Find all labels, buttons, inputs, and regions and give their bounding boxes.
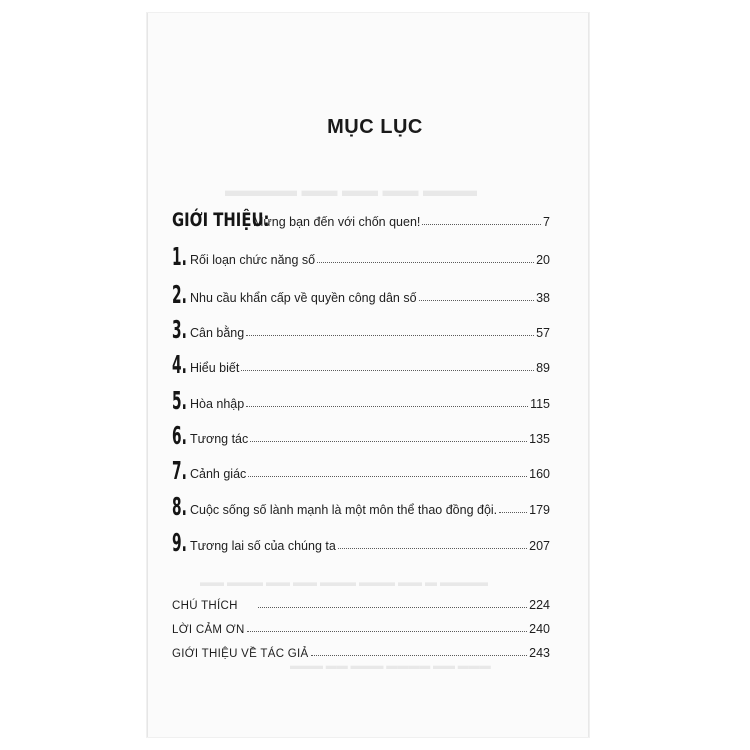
end-matter-label: LỜI CẢM ƠN xyxy=(172,624,245,636)
toc-entry-chapter[interactable] xyxy=(172,421,550,450)
toc-entry-chapter[interactable] xyxy=(172,280,550,309)
dot-leader xyxy=(258,607,527,608)
toc-entry-chapter[interactable] xyxy=(172,528,550,557)
page-title: MỤC LỤC xyxy=(327,116,423,138)
toc-entry-chapter[interactable] xyxy=(172,315,550,344)
toc-entry-notes[interactable] xyxy=(172,590,550,614)
end-matter-page: 224 xyxy=(529,598,550,612)
bleed-through-decoration: ▬▬▬ ▬▬ ▬▬ ▬▬ ▬▬▬▬ xyxy=(225,180,477,200)
toc-entry-intro[interactable] xyxy=(172,207,550,231)
chapter-label: Cuộc sống số lành mạnh là một môn thể thao đồng đội. xyxy=(190,503,498,517)
chapter-label: Nhu cầu khẩn cấp về quyền công dân số xyxy=(190,291,417,305)
dot-leader xyxy=(422,224,541,225)
toc-entry-chapter[interactable] xyxy=(172,242,550,271)
chapter-label: Cảnh giác xyxy=(190,467,247,481)
chapter-page: 89 xyxy=(536,361,550,375)
chapter-label: Tương lai số của chúng ta xyxy=(190,539,336,553)
chapter-label: Hòa nhập xyxy=(190,397,245,411)
chapter-number: 1. xyxy=(172,242,187,271)
dot-leader xyxy=(419,300,535,301)
dot-leader xyxy=(499,512,527,513)
chapter-number: 5. xyxy=(172,386,187,415)
chapter-page: 115 xyxy=(530,397,550,411)
chapter-number: 2. xyxy=(172,280,187,309)
dot-leader xyxy=(248,476,527,477)
chapter-label: Hiểu biết xyxy=(190,361,240,375)
toc-entry-chapter[interactable] xyxy=(172,386,550,415)
bleed-through-decoration: ▬▬▬▬ ▬ ▬▬ ▬▬▬ ▬▬▬ ▬▬ ▬▬ ▬▬▬ ▬▬ xyxy=(200,575,488,589)
end-matter-label: GIỚI THIỆU VỀ TÁC GIẢ xyxy=(172,648,309,660)
dot-leader xyxy=(338,548,527,549)
dot-leader xyxy=(241,370,534,371)
chapter-label: Rối loạn chức năng số xyxy=(190,253,316,267)
chapter-number: 3. xyxy=(172,315,187,344)
toc-entry-acknowledgements[interactable] xyxy=(172,614,550,638)
dot-leader xyxy=(247,631,528,632)
toc-entry-chapter[interactable] xyxy=(172,492,550,521)
chapter-label: Cân bằng xyxy=(190,326,245,340)
chapter-page: 135 xyxy=(529,432,550,446)
chapter-page: 20 xyxy=(536,253,550,267)
end-matter-page: 240 xyxy=(529,622,550,636)
chapter-number: 7. xyxy=(172,456,187,485)
chapter-number: 8. xyxy=(172,492,187,521)
toc-entry-about-author[interactable] xyxy=(172,638,550,662)
chapter-page: 207 xyxy=(529,539,550,553)
chapter-page: 38 xyxy=(536,291,550,305)
chapter-page: 57 xyxy=(536,326,550,340)
end-matter-label: CHÚ THÍCH xyxy=(172,600,238,612)
toc-entry-chapter[interactable] xyxy=(172,456,550,485)
end-matter-page: 243 xyxy=(529,646,550,660)
intro-heading: GIỚI THIỆU: xyxy=(172,209,270,231)
chapter-page: 179 xyxy=(529,503,550,517)
dot-leader xyxy=(311,655,528,656)
chapter-label: Tương tác xyxy=(190,432,249,446)
chapter-number: 6. xyxy=(172,421,187,450)
toc-entry-chapter[interactable] xyxy=(172,350,550,379)
dot-leader xyxy=(246,335,534,336)
dot-leader xyxy=(246,406,528,407)
dot-leader xyxy=(250,441,527,442)
bleed-through-decoration: ▬▬▬ ▬▬ ▬▬▬▬ ▬▬▬ ▬▬ ▬▬▬ xyxy=(290,660,491,672)
chapter-number: 4. xyxy=(172,350,187,379)
dot-leader xyxy=(317,262,534,263)
intro-label: Mừng bạn đến với chốn quen! xyxy=(253,215,421,229)
intro-page: 7 xyxy=(543,215,550,229)
chapter-page: 160 xyxy=(529,467,550,481)
chapter-number: 9. xyxy=(172,528,187,557)
